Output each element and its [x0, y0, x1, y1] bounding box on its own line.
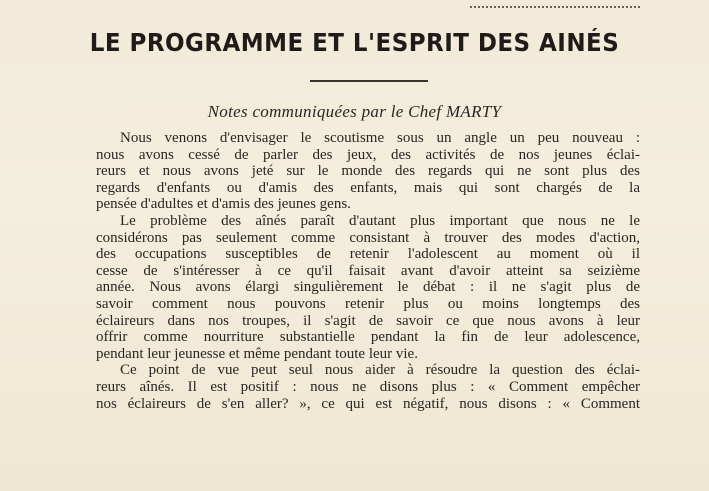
text-line: reurs aînés. Il est positif : nous ne disons plus : « Comment empêcher: [96, 378, 640, 395]
text-line: pendant leur jeunesse et même pendant toute leur vie.: [96, 345, 418, 362]
article-body: [96, 130, 640, 412]
text-line: offrir comme nourriture substantielle pendant la fin de leur adolescence,: [96, 329, 640, 346]
title-divider: [310, 80, 428, 82]
text-line: des occupations susceptibles de retenir l'adolescent au moment où il: [96, 246, 640, 263]
paragraph-3: [96, 362, 640, 412]
text-line: éclaireurs dans nos troupes, il s'agit de savoir ce que nous avons à leur: [96, 312, 640, 329]
text-line: Ce point de vue peut seul nous aider à résoudre la question des éclai-: [120, 362, 640, 379]
paragraph-1: [96, 130, 640, 213]
text-line: Le problème des aînés paraît d'autant plus important que nous ne le: [120, 212, 640, 229]
text-line: pensée d'adultes et d'amis des jeunes gens.: [96, 196, 351, 213]
text-line: nos éclaireurs de s'en aller? », ce qui est négatif, nous disons : « Comment: [96, 395, 640, 412]
text-line: regards d'enfants ou d'amis des enfants, mais qui sont chargés de la: [96, 179, 640, 196]
top-ornament: [470, 0, 640, 8]
page-title: LE PROGRAMME ET L'ESPRIT DES AINÉS: [89, 28, 620, 57]
text-line: considérons pas seulement comme consistant à trouver des modes d'action,: [96, 229, 640, 246]
text-line: reurs et nous avons jeté sur le monde des regards qui ne sont plus des: [96, 163, 640, 180]
text-line: cesse de s'intéresser à ce qu'il faisait avant d'avoir atteint sa seizième: [96, 262, 640, 279]
paragraph-2: [96, 213, 640, 362]
text-line: nous avons cessé de parler des jeux, des activités de nos jeunes éclai-: [96, 146, 640, 163]
text-line: savoir comment nous pouvons retenir plus ou moins longtemps des: [96, 295, 640, 312]
article-subtitle: Notes communiquées par le Chef MARTY: [207, 102, 502, 121]
text-line: Nous venons d'envisager le scoutisme sous un angle un peu nouveau :: [120, 130, 640, 146]
text-line: année. Nous avons élargi singulièrement le débat : il ne s'agit plus de: [96, 279, 640, 296]
